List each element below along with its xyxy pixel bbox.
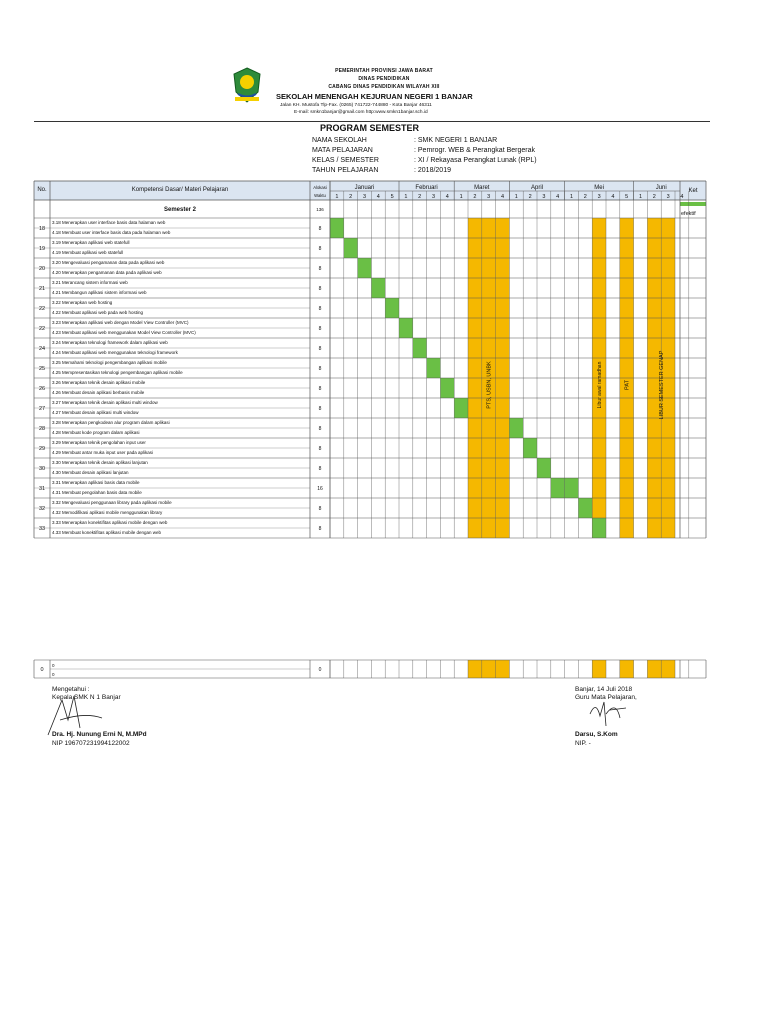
col-alokasi-header: Alokasi <box>313 185 327 190</box>
week-number: 2 <box>349 194 353 200</box>
kd-competency-4: 4.29 Membuat antar muka input user pada aplikasi <box>52 450 154 455</box>
week-number: 3 <box>666 194 670 200</box>
row-number: 18 <box>38 226 46 232</box>
week-number: 5 <box>390 194 394 200</box>
month-label-1: Februari <box>415 185 438 191</box>
row-number: 24 <box>38 346 46 352</box>
kd-competency-3: 3.27 Menerapkan teknik desain aplikasi multi window <box>52 400 158 405</box>
footer-row-number: 0 <box>40 667 44 673</box>
row-number: 25 <box>38 366 46 372</box>
kd-competency-4: 4.26 Membuat desain aplikasi berbasis mobile <box>52 390 145 395</box>
week-number: 2 <box>473 194 477 200</box>
kd-competency-3: 3.20 Mengevaluasi pengamanan data pada aplikasi web <box>52 260 165 265</box>
footer-yellow-cell <box>496 660 510 678</box>
footer-kd1: 0 <box>52 663 55 668</box>
schedule-mark <box>592 518 606 538</box>
row-hours: 8 <box>318 326 322 332</box>
week-number: 3 <box>597 194 601 200</box>
school-name: SEKOLAH MENENGAH KEJURUAN NEGERI 1 BANJAR <box>276 92 473 101</box>
row-number: 27 <box>38 406 46 412</box>
row-number: 21 <box>38 286 46 292</box>
schedule-mark <box>399 318 413 338</box>
row-number: 31 <box>38 486 46 492</box>
row-hours: 8 <box>318 466 322 472</box>
month-label-0: Januari <box>354 185 375 191</box>
kd-competency-4: 4.24 Membuat aplikasi web menggunakan teknologi framework <box>52 350 178 355</box>
row-number: 22 <box>38 326 46 332</box>
month-label-5: Juni <box>655 185 667 191</box>
kd-competency-4: 4.27 Membuat desain aplikasi multi window <box>52 410 139 415</box>
info-value: : 2018/2019 <box>414 167 451 174</box>
row-number: 26 <box>38 386 46 392</box>
kd-competency-4: 4.20 Menerapkan pengamanan data pada aplikasi web <box>52 270 162 275</box>
row-hours: 8 <box>318 526 322 532</box>
sig-right-nip: NIP. - <box>575 740 591 747</box>
efektif-label: efektif <box>681 211 696 217</box>
school-contact: E-mail: smkn1banjar@gmail.com http:www.smkn1banjar.sch.id <box>294 110 428 115</box>
week-number: 1 <box>638 194 643 200</box>
footer-yellow-cell <box>482 660 496 678</box>
info-value: : XI / Rekayasa Perangkat Lunak (RPL) <box>414 157 537 164</box>
footer-yellow-cell <box>661 660 675 678</box>
week-number: 4 <box>680 194 684 200</box>
kd-competency-4: 4.28 Membuat kode program dalam aplikasi <box>52 430 140 435</box>
kd-competency-4: 4.23 Membuat aplikasi web menggunakan Model View Controller (MVC) <box>52 330 196 335</box>
school-address: Jalan KH. Mustofa Tlp-Fax. (0265) 741722-744880 - Kota Banjar 46311 <box>280 103 432 108</box>
kd-competency-4: 4.19 Membuat aplikasi web statefull <box>52 250 124 255</box>
header-line1: PEMERINTAH PROVINSI JAWA BARAT <box>335 68 433 74</box>
sig-left-name: Dra. Hj. Nunung Erni N, M.MPd <box>52 731 147 738</box>
kd-competency-3: 3.24 Menerapkan teknologi framework dalam aplikasi web <box>52 340 168 345</box>
row-hours: 8 <box>318 446 322 452</box>
kd-competency-3: 3.19 Menerapkan aplikasi web statefull <box>52 240 130 245</box>
label-libur-ramadhan: Libur awal ramadhan <box>597 361 604 409</box>
schedule-mark <box>413 338 427 358</box>
week-number: 3 <box>487 194 491 200</box>
week-number: 4 <box>611 194 615 200</box>
row-hours: 16 <box>317 486 323 492</box>
schedule-mark <box>440 378 454 398</box>
kd-competency-3: 3.26 Menerapkan teknik desain aplikasi mobile <box>52 380 146 385</box>
schedule-mark <box>578 498 592 518</box>
info-key: NAMA SEKOLAH <box>312 137 367 144</box>
kd-competency-3: 3.21 Merancang sistem informasi web <box>52 280 128 285</box>
col-ket-header: Ket <box>688 188 698 194</box>
semester-label: Semester 2 <box>163 207 197 213</box>
schedule-mark <box>358 258 372 278</box>
row-hours: 8 <box>318 286 322 292</box>
row-hours: 8 <box>318 406 322 412</box>
kd-competency-4: 4.31 Membuat pengolahan basis data mobile <box>52 490 142 495</box>
row-hours: 8 <box>318 266 322 272</box>
schedule-mark <box>565 478 579 498</box>
semester-total: 136 <box>316 207 324 212</box>
week-number: 2 <box>583 194 587 200</box>
row-hours: 8 <box>318 506 322 512</box>
signature-right-scribble <box>586 696 630 734</box>
week-number: 1 <box>459 194 463 200</box>
row-number: 32 <box>38 506 46 512</box>
kd-competency-4: 4.25 Mempresentasikan teknologi pengembangan aplikasi mobile <box>52 370 183 375</box>
kd-competency-4: 4.21 Membangun aplikasi sistem informasi web <box>52 290 147 295</box>
schedule-mark <box>385 298 399 318</box>
header-line3: CABANG DINAS PENDIDIKAN WILAYAH XIII <box>328 84 440 90</box>
kd-competency-3: 3.29 Menerapkan teknik pengolahan input user <box>52 440 146 445</box>
kd-competency-4: 4.22 Membuat aplikasi web pada web hosting <box>52 310 144 315</box>
kd-competency-4: 4.30 Membuat desain aplikasi lanjutan <box>52 470 129 475</box>
kd-competency-3: 3.30 Menerapkan teknik desain aplikasi lanjutan <box>52 460 148 465</box>
sig-right-title1: Banjar, 14 Juli 2018 <box>575 686 633 693</box>
week-number: 4 <box>376 194 380 200</box>
schedule-mark <box>454 398 468 418</box>
label-pts: PTS, USBN, UNBK <box>486 361 493 409</box>
sig-left-nip: NIP 196707231994122002 <box>52 740 130 747</box>
info-key: KELAS / SEMESTER <box>312 157 379 164</box>
row-hours: 8 <box>318 426 322 432</box>
col-waktu-header: Waktu <box>314 193 326 198</box>
footer-yellow-cell <box>592 660 606 678</box>
week-number: 1 <box>335 194 339 200</box>
footer-yellow-cell <box>647 660 661 678</box>
row-hours: 8 <box>318 366 322 372</box>
week-number: 1 <box>404 194 408 200</box>
row-number: 20 <box>38 266 46 272</box>
kd-competency-3: 3.18 Menerapkan user interface basis data halaman web <box>52 220 166 225</box>
sig-left-title1: Mengetahui : <box>52 686 90 693</box>
week-number: 5 <box>625 194 629 200</box>
row-number: 19 <box>38 246 46 252</box>
kd-competency-3: 3.28 Menerapkan pengkodean alur program dalam aplikasi <box>52 420 170 425</box>
schedule-mark <box>537 458 551 478</box>
schedule-mark <box>551 478 565 498</box>
schedule-mark <box>330 218 344 238</box>
week-number: 4 <box>556 194 560 200</box>
label-libur-semester: LIBUR SEMESTER GENAP <box>659 350 666 420</box>
schedule-mark <box>523 438 537 458</box>
kd-competency-3: 3.32 Mengevaluasi penggunaan library pada aplikasi mobile <box>52 500 172 505</box>
info-value: : SMK NEGERI 1 BANJAR <box>414 137 498 144</box>
sig-right-name: Darsu, S.Kom <box>575 731 618 738</box>
header-line2: DINAS PENDIDIKAN <box>358 76 410 82</box>
week-number: 3 <box>362 194 367 200</box>
sig-left-title2: Kepala SMK N 1 Banjar <box>52 694 121 701</box>
week-number: 3 <box>431 194 436 200</box>
info-key: TAHUN PELAJARAN <box>312 167 379 174</box>
kd-competency-4: 4.32 Memodifikasi aplikasi mobile menggunakan library <box>52 510 163 515</box>
week-number: 4 <box>445 194 449 200</box>
page-title: PROGRAM SEMESTER <box>320 123 420 133</box>
schedule-mark <box>509 418 523 438</box>
week-number: 2 <box>528 194 532 200</box>
kd-competency-4: 4.18 Membuat user interface basis data pada halaman web <box>52 230 171 235</box>
row-number: 29 <box>38 446 46 452</box>
sig-right-title2: Guru Mata Pelajaran, <box>575 694 637 701</box>
row-hours: 8 <box>318 226 322 232</box>
label-pat: PAT <box>624 380 631 390</box>
kd-competency-3: 3.31 Menerapkan aplikasi basis data mobile <box>52 480 140 485</box>
schedule-mark <box>371 278 385 298</box>
col-kd-header: Kompetensi Dasar/ Materi Pelajaran <box>131 187 229 193</box>
week-number: 2 <box>418 194 422 200</box>
info-value: : Pemrogr. WEB & Perangkat Bergerak <box>414 147 535 154</box>
footer-kd2: 0 <box>52 672 55 677</box>
efektif-marker <box>680 202 706 206</box>
week-number: 1 <box>569 194 574 200</box>
footer-hours: 0 <box>318 667 322 673</box>
footer-yellow-cell <box>620 660 634 678</box>
kd-competency-3: 3.33 Menerapkan konektifitas aplikasi mobile dengan web <box>52 520 168 525</box>
kd-competency-3: 3.25 Memahami teknologi pengembangan aplikasi mobile <box>52 360 167 365</box>
week-number: 1 <box>514 194 518 200</box>
row-number: 22 <box>38 306 46 312</box>
month-label-4: Mei <box>594 185 604 191</box>
week-number: 3 <box>542 194 546 200</box>
row-hours: 8 <box>318 246 322 252</box>
row-hours: 8 <box>318 386 322 392</box>
info-key: MATA PELAJARAN <box>312 147 373 154</box>
row-hours: 8 <box>318 306 322 312</box>
kd-competency-3: 3.23 Menerapkan aplikasi web dengan Model View Controller (MVC) <box>52 320 189 325</box>
row-number: 28 <box>38 426 46 432</box>
month-label-2: Maret <box>474 185 490 191</box>
col-no-header: No. <box>37 187 47 193</box>
row-number: 30 <box>38 466 46 472</box>
schedule-mark <box>344 238 358 258</box>
kd-competency-4: 4.33 Membuat konektifitas aplikasi mobile dengan web <box>52 530 162 535</box>
schedule-mark <box>427 358 441 378</box>
month-label-3: April <box>530 185 544 191</box>
week-number: 4 <box>500 194 505 200</box>
footer-yellow-cell <box>468 660 482 678</box>
week-number: 2 <box>652 194 656 200</box>
kd-competency-3: 3.22 Menerapkan web hosting <box>52 300 113 305</box>
row-number: 33 <box>38 526 46 532</box>
row-hours: 8 <box>318 346 322 352</box>
